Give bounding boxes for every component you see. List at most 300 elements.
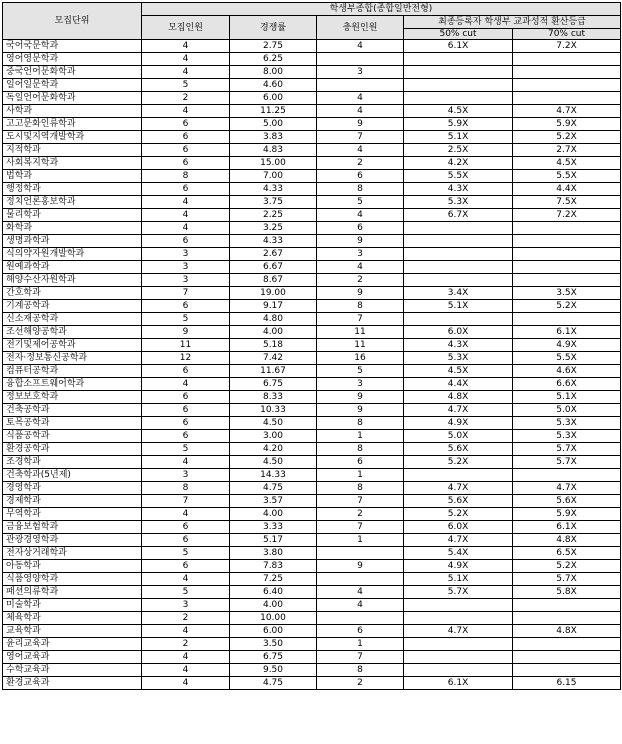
header-cut50: 50% cut xyxy=(404,29,513,40)
cell-extra: 1 xyxy=(317,534,404,547)
cell-extra: 7 xyxy=(317,521,404,534)
cell-unit: 원예과학과 xyxy=(3,261,142,274)
cell-cut70: 4.4X xyxy=(513,183,621,196)
table-row xyxy=(3,482,621,495)
cell-cut70: 4.5X xyxy=(513,157,621,170)
cell-rate: 4.20 xyxy=(230,443,317,456)
table-row xyxy=(3,92,621,105)
cell-cut70: 4.8X xyxy=(513,625,621,638)
cell-unit: 국어국문학과 xyxy=(3,40,142,53)
cell-extra: 9 xyxy=(317,287,404,300)
table-row xyxy=(3,196,621,209)
cell-cut70 xyxy=(513,469,621,482)
cell-cut50 xyxy=(404,92,513,105)
cell-rate: 9.50 xyxy=(230,664,317,677)
cell-cut50: 6.1X xyxy=(404,677,513,690)
cell-cut70 xyxy=(513,274,621,287)
cell-cut50: 4.7X xyxy=(404,482,513,495)
cell-quota: 3 xyxy=(142,261,230,274)
cell-extra: 4 xyxy=(317,92,404,105)
cell-cut70: 4.6X xyxy=(513,365,621,378)
cell-quota: 7 xyxy=(142,287,230,300)
cell-rate: 2.25 xyxy=(230,209,317,222)
cell-cut50 xyxy=(404,638,513,651)
cell-quota: 2 xyxy=(142,638,230,651)
cell-extra: 2 xyxy=(317,677,404,690)
header-rate: 경쟁률 xyxy=(230,16,317,40)
cell-quota: 5 xyxy=(142,443,230,456)
cell-unit: 정치언론홍보학과 xyxy=(3,196,142,209)
cell-quota: 9 xyxy=(142,326,230,339)
cell-extra: 6 xyxy=(317,170,404,183)
cell-cut70: 4.8X xyxy=(513,534,621,547)
header-unit: 모집단위 xyxy=(3,3,142,40)
cell-unit: 아동학과 xyxy=(3,560,142,573)
cell-unit: 건축공학과 xyxy=(3,404,142,417)
cell-extra: 1 xyxy=(317,430,404,443)
cell-cut70 xyxy=(513,92,621,105)
cell-extra: 11 xyxy=(317,326,404,339)
cell-quota: 6 xyxy=(142,534,230,547)
cell-extra: 11 xyxy=(317,339,404,352)
header-group: 학생부종합(종합일반전형) xyxy=(142,3,621,16)
cell-rate: 3.33 xyxy=(230,521,317,534)
cell-cut50: 5.9X xyxy=(404,118,513,131)
cell-unit: 전기및제어공학과 xyxy=(3,339,142,352)
cell-cut70: 6.15 xyxy=(513,677,621,690)
table-row xyxy=(3,300,621,313)
table-row xyxy=(3,625,621,638)
cell-unit: 독일언어문화학과 xyxy=(3,92,142,105)
cell-cut50 xyxy=(404,66,513,79)
cell-extra: 8 xyxy=(317,443,404,456)
cell-cut70: 5.8X xyxy=(513,586,621,599)
table-row xyxy=(3,586,621,599)
cell-cut70: 5.3X xyxy=(513,430,621,443)
cell-extra: 8 xyxy=(317,300,404,313)
cell-cut70: 5.2X xyxy=(513,560,621,573)
cell-extra: 9 xyxy=(317,560,404,573)
cell-extra: 4 xyxy=(317,144,404,157)
cell-rate: 5.00 xyxy=(230,118,317,131)
cell-cut70: 5.7X xyxy=(513,456,621,469)
cell-rate: 6.67 xyxy=(230,261,317,274)
cell-rate: 4.33 xyxy=(230,235,317,248)
cell-unit: 건축학과(5년제) xyxy=(3,469,142,482)
cell-rate: 7.83 xyxy=(230,560,317,573)
cell-cut70: 6.1X xyxy=(513,326,621,339)
cell-rate: 6.40 xyxy=(230,586,317,599)
cell-cut70: 7.2X xyxy=(513,40,621,53)
cell-quota: 7 xyxy=(142,495,230,508)
cell-cut70: 5.1X xyxy=(513,391,621,404)
cell-cut50: 5.7X xyxy=(404,586,513,599)
table-row xyxy=(3,430,621,443)
cell-cut50 xyxy=(404,261,513,274)
cell-cut50 xyxy=(404,664,513,677)
cell-quota: 6 xyxy=(142,417,230,430)
cell-extra: 4 xyxy=(317,261,404,274)
cell-cut70: 6.1X xyxy=(513,521,621,534)
cell-quota: 4 xyxy=(142,456,230,469)
cell-unit: 환경교육과 xyxy=(3,677,142,690)
cell-extra: 9 xyxy=(317,404,404,417)
cell-extra xyxy=(317,573,404,586)
cell-extra: 1 xyxy=(317,469,404,482)
cell-quota: 3 xyxy=(142,599,230,612)
cell-cut70 xyxy=(513,664,621,677)
cell-quota: 4 xyxy=(142,53,230,66)
table-row xyxy=(3,521,621,534)
cell-extra: 1 xyxy=(317,638,404,651)
cell-extra xyxy=(317,53,404,66)
table-row xyxy=(3,170,621,183)
cell-quota: 4 xyxy=(142,378,230,391)
cell-extra: 4 xyxy=(317,599,404,612)
cell-quota: 4 xyxy=(142,66,230,79)
cell-cut70: 5.2X xyxy=(513,131,621,144)
cell-rate: 2.67 xyxy=(230,248,317,261)
table-row xyxy=(3,79,621,92)
cell-quota: 5 xyxy=(142,79,230,92)
cell-rate: 5.17 xyxy=(230,534,317,547)
table-row xyxy=(3,651,621,664)
cell-quota: 6 xyxy=(142,391,230,404)
cell-rate: 11.25 xyxy=(230,105,317,118)
cell-cut50: 5.3X xyxy=(404,196,513,209)
cell-quota: 8 xyxy=(142,170,230,183)
cell-cut50 xyxy=(404,599,513,612)
cell-quota: 11 xyxy=(142,339,230,352)
table-row xyxy=(3,365,621,378)
table-row xyxy=(3,287,621,300)
cell-extra xyxy=(317,547,404,560)
cell-unit: 환경공학과 xyxy=(3,443,142,456)
cell-extra: 4 xyxy=(317,586,404,599)
cell-cut50 xyxy=(404,274,513,287)
cell-unit: 기계공학과 xyxy=(3,300,142,313)
cell-unit: 물리학과 xyxy=(3,209,142,222)
cell-extra: 8 xyxy=(317,664,404,677)
cell-unit: 패션의류학과 xyxy=(3,586,142,599)
cell-quota: 6 xyxy=(142,521,230,534)
cell-extra: 3 xyxy=(317,378,404,391)
cell-rate: 4.83 xyxy=(230,144,317,157)
cell-extra: 4 xyxy=(317,209,404,222)
admissions-table xyxy=(2,2,621,690)
cell-cut50: 6.0X xyxy=(404,326,513,339)
cell-cut50: 5.1X xyxy=(404,131,513,144)
cell-rate: 3.83 xyxy=(230,131,317,144)
table-body xyxy=(3,40,621,690)
cell-cut70: 5.7X xyxy=(513,443,621,456)
cell-rate: 6.00 xyxy=(230,625,317,638)
cell-cut70: 4.7X xyxy=(513,482,621,495)
table-row xyxy=(3,534,621,547)
cell-rate: 5.18 xyxy=(230,339,317,352)
cell-cut70 xyxy=(513,66,621,79)
cell-rate: 4.50 xyxy=(230,417,317,430)
cell-cut70 xyxy=(513,53,621,66)
cell-cut50: 5.2X xyxy=(404,456,513,469)
cell-cut50: 5.1X xyxy=(404,300,513,313)
cell-cut50: 5.5X xyxy=(404,170,513,183)
cell-unit: 고고문화인류학과 xyxy=(3,118,142,131)
cell-cut70 xyxy=(513,222,621,235)
cell-quota: 4 xyxy=(142,573,230,586)
cell-quota: 3 xyxy=(142,248,230,261)
cell-cut70: 4.7X xyxy=(513,105,621,118)
cell-extra: 4 xyxy=(317,105,404,118)
cell-unit: 윤리교육과 xyxy=(3,638,142,651)
cell-cut70 xyxy=(513,612,621,625)
cell-unit: 사회복지학과 xyxy=(3,157,142,170)
cell-quota: 2 xyxy=(142,612,230,625)
cell-cut70: 6.6X xyxy=(513,378,621,391)
cell-cut70: 5.2X xyxy=(513,300,621,313)
cell-rate: 6.75 xyxy=(230,378,317,391)
cell-quota: 4 xyxy=(142,651,230,664)
cell-cut70 xyxy=(513,651,621,664)
cell-rate: 11.67 xyxy=(230,365,317,378)
table-row xyxy=(3,638,621,651)
cell-quota: 4 xyxy=(142,105,230,118)
cell-cut70: 7.2X xyxy=(513,209,621,222)
cell-cut50: 5.1X xyxy=(404,573,513,586)
cell-cut50 xyxy=(404,313,513,326)
admissions-table-container xyxy=(2,2,621,690)
table-row xyxy=(3,664,621,677)
table-row xyxy=(3,443,621,456)
cell-extra: 6 xyxy=(317,222,404,235)
table-row xyxy=(3,222,621,235)
cell-rate: 7.00 xyxy=(230,170,317,183)
cell-rate: 4.00 xyxy=(230,599,317,612)
cell-rate: 6.25 xyxy=(230,53,317,66)
cell-cut50 xyxy=(404,222,513,235)
cell-quota: 5 xyxy=(142,547,230,560)
cell-cut50: 5.2X xyxy=(404,508,513,521)
cell-quota: 6 xyxy=(142,144,230,157)
cell-cut50 xyxy=(404,79,513,92)
cell-rate: 15.00 xyxy=(230,157,317,170)
table-row xyxy=(3,599,621,612)
cell-extra: 7 xyxy=(317,651,404,664)
header-quota: 모집인원 xyxy=(142,16,230,40)
cell-cut70: 5.5X xyxy=(513,170,621,183)
cell-quota: 8 xyxy=(142,482,230,495)
cell-cut70 xyxy=(513,248,621,261)
cell-unit: 수학교육과 xyxy=(3,664,142,677)
cell-cut50 xyxy=(404,651,513,664)
cell-rate: 8.67 xyxy=(230,274,317,287)
cell-unit: 법학과 xyxy=(3,170,142,183)
cell-quota: 2 xyxy=(142,92,230,105)
cell-unit: 일어일문학과 xyxy=(3,79,142,92)
cell-rate: 19.00 xyxy=(230,287,317,300)
cell-quota: 4 xyxy=(142,222,230,235)
cell-quota: 6 xyxy=(142,404,230,417)
cell-quota: 5 xyxy=(142,313,230,326)
table-row xyxy=(3,261,621,274)
table-row xyxy=(3,235,621,248)
cell-rate: 10.33 xyxy=(230,404,317,417)
table-row xyxy=(3,391,621,404)
cell-quota: 3 xyxy=(142,469,230,482)
cell-unit: 생명과학과 xyxy=(3,235,142,248)
cell-cut50: 3.4X xyxy=(404,287,513,300)
cell-quota: 4 xyxy=(142,677,230,690)
cell-cut70: 6.5X xyxy=(513,547,621,560)
cell-cut70: 5.0X xyxy=(513,404,621,417)
cell-quota: 4 xyxy=(142,508,230,521)
table-row xyxy=(3,40,621,53)
cell-extra: 7 xyxy=(317,313,404,326)
cell-quota: 6 xyxy=(142,235,230,248)
cell-cut70 xyxy=(513,79,621,92)
cell-quota: 4 xyxy=(142,664,230,677)
table-row xyxy=(3,66,621,79)
cell-unit: 체육학과 xyxy=(3,612,142,625)
cell-extra: 8 xyxy=(317,183,404,196)
table-row xyxy=(3,508,621,521)
cell-cut70 xyxy=(513,638,621,651)
cell-rate: 3.50 xyxy=(230,638,317,651)
cell-rate: 9.17 xyxy=(230,300,317,313)
cell-unit: 미술학과 xyxy=(3,599,142,612)
cell-unit: 해양수산자원학과 xyxy=(3,274,142,287)
cell-unit: 식품공학과 xyxy=(3,430,142,443)
cell-extra: 9 xyxy=(317,118,404,131)
cell-unit: 신소재공학과 xyxy=(3,313,142,326)
cell-unit: 전자상거래학과 xyxy=(3,547,142,560)
table-row xyxy=(3,144,621,157)
cell-cut70 xyxy=(513,313,621,326)
cell-quota: 4 xyxy=(142,209,230,222)
cell-cut70: 5.9X xyxy=(513,508,621,521)
cell-rate: 3.25 xyxy=(230,222,317,235)
cell-cut50: 4.7X xyxy=(404,625,513,638)
table-row xyxy=(3,404,621,417)
cell-cut70: 4.9X xyxy=(513,339,621,352)
table-row xyxy=(3,339,621,352)
cell-unit: 정보보호학과 xyxy=(3,391,142,404)
cell-rate: 6.00 xyxy=(230,92,317,105)
table-row xyxy=(3,495,621,508)
cell-rate: 3.00 xyxy=(230,430,317,443)
table-row xyxy=(3,417,621,430)
table-row xyxy=(3,209,621,222)
cell-quota: 3 xyxy=(142,274,230,287)
cell-unit: 도시및지역개발학과 xyxy=(3,131,142,144)
cell-unit: 식품영양학과 xyxy=(3,573,142,586)
header-grade-group: 최종등록자 학생부 교과성적 환산등급 xyxy=(404,16,621,29)
cell-extra: 7 xyxy=(317,131,404,144)
table-row xyxy=(3,248,621,261)
cell-extra: 9 xyxy=(317,391,404,404)
cell-unit: 영어교육과 xyxy=(3,651,142,664)
cell-unit: 영어영문학과 xyxy=(3,53,142,66)
cell-extra: 2 xyxy=(317,508,404,521)
table-row xyxy=(3,131,621,144)
cell-cut50: 5.6X xyxy=(404,495,513,508)
cell-unit: 간호학과 xyxy=(3,287,142,300)
cell-quota: 6 xyxy=(142,131,230,144)
cell-cut50: 4.2X xyxy=(404,157,513,170)
cell-quota: 6 xyxy=(142,430,230,443)
cell-unit: 금융보험학과 xyxy=(3,521,142,534)
cell-extra: 7 xyxy=(317,495,404,508)
cell-cut70 xyxy=(513,235,621,248)
cell-unit: 지적학과 xyxy=(3,144,142,157)
cell-unit: 경제학과 xyxy=(3,495,142,508)
cell-cut50: 4.5X xyxy=(404,105,513,118)
cell-rate: 8.00 xyxy=(230,66,317,79)
cell-cut50: 4.9X xyxy=(404,417,513,430)
cell-rate: 4.60 xyxy=(230,79,317,92)
cell-unit: 교육학과 xyxy=(3,625,142,638)
cell-quota: 6 xyxy=(142,365,230,378)
cell-quota: 6 xyxy=(142,157,230,170)
cell-extra: 8 xyxy=(317,482,404,495)
cell-rate: 7.25 xyxy=(230,573,317,586)
cell-unit: 융합소프트웨어학과 xyxy=(3,378,142,391)
cell-cut70: 5.7X xyxy=(513,573,621,586)
cell-rate: 4.00 xyxy=(230,508,317,521)
cell-unit: 조선해양공학과 xyxy=(3,326,142,339)
cell-rate: 4.75 xyxy=(230,482,317,495)
table-row xyxy=(3,53,621,66)
table-row xyxy=(3,677,621,690)
cell-quota: 4 xyxy=(142,625,230,638)
cell-cut50: 5.0X xyxy=(404,430,513,443)
cell-rate: 4.80 xyxy=(230,313,317,326)
cell-cut50: 4.8X xyxy=(404,391,513,404)
table-row xyxy=(3,547,621,560)
cell-unit: 토목공학과 xyxy=(3,417,142,430)
cell-cut70: 5.5X xyxy=(513,352,621,365)
header-extra: 충원인원 xyxy=(317,16,404,40)
cell-extra: 8 xyxy=(317,417,404,430)
cell-extra: 3 xyxy=(317,248,404,261)
cell-cut70 xyxy=(513,599,621,612)
cell-quota: 6 xyxy=(142,300,230,313)
table-row xyxy=(3,612,621,625)
cell-rate: 8.33 xyxy=(230,391,317,404)
cell-rate: 4.75 xyxy=(230,677,317,690)
cell-rate: 6.75 xyxy=(230,651,317,664)
cell-rate: 4.33 xyxy=(230,183,317,196)
cell-unit: 조경학과 xyxy=(3,456,142,469)
table-row xyxy=(3,456,621,469)
cell-quota: 6 xyxy=(142,560,230,573)
table-row xyxy=(3,352,621,365)
cell-extra: 3 xyxy=(317,66,404,79)
cell-unit: 행정학과 xyxy=(3,183,142,196)
cell-cut50: 5.6X xyxy=(404,443,513,456)
cell-quota: 6 xyxy=(142,183,230,196)
cell-cut50 xyxy=(404,248,513,261)
cell-extra: 6 xyxy=(317,625,404,638)
cell-rate: 4.50 xyxy=(230,456,317,469)
cell-quota: 4 xyxy=(142,40,230,53)
cell-unit: 중국언어문화학과 xyxy=(3,66,142,79)
cell-cut50: 4.9X xyxy=(404,560,513,573)
cell-cut50: 6.0X xyxy=(404,521,513,534)
cell-cut70: 5.6X xyxy=(513,495,621,508)
cell-extra: 5 xyxy=(317,365,404,378)
cell-cut50 xyxy=(404,469,513,482)
